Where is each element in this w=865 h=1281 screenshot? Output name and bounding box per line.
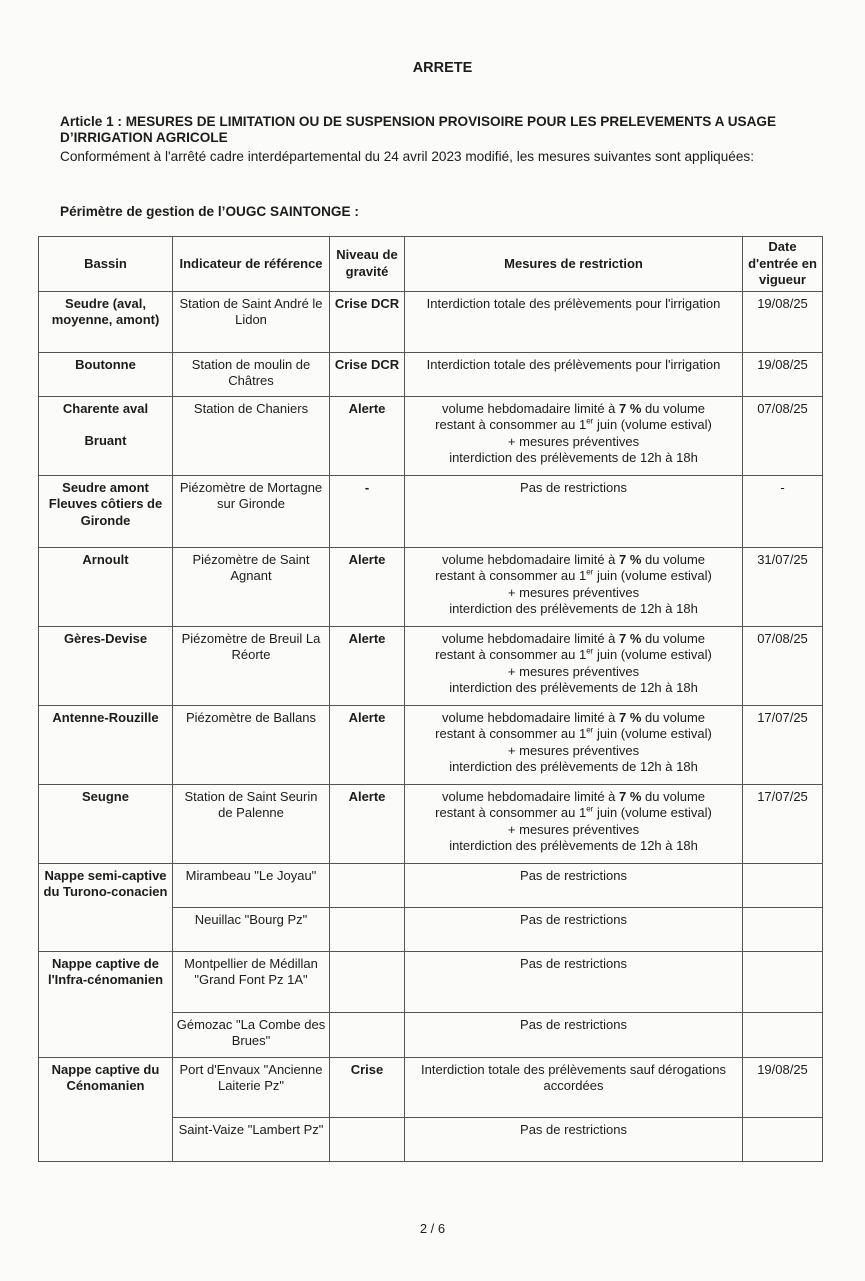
cell-mesures [405,547,743,626]
cell-niveau [330,863,405,907]
mesure-percent: 7 % [619,400,642,416]
cell-bassin: Nappe captive de l'Infra-cénomanien [39,951,173,1057]
mesure-sup: er [586,646,594,656]
mesure-text: volume hebdomadaire limité à [441,788,620,804]
mesure-text: interdiction des prélèvements de 12h à 18h [449,601,698,616]
cell-indicateur: Gémozac "La Combe des Brues" [173,1012,330,1057]
cell-indicateur: Saint-Vaize "Lambert Pz" [173,1117,330,1161]
page-title: ARRETE [412,60,473,76]
table-row [39,626,823,705]
cell-date: 31/07/25 [743,547,823,626]
mesure-text: interdiction des prélèvements de 12h à 18h [449,838,698,853]
cell-mesures: Pas de restrictions [405,475,743,547]
mesure-text: juin (volume estival) [593,726,712,741]
cell-date [743,951,823,1012]
cell-indicateur: Neuillac "Bourg Pz" [173,907,330,951]
table-row [39,863,823,907]
cell-date: 17/07/25 [743,784,823,863]
cell-indicateur: Piézomètre de Mortagne sur Gironde [173,475,330,547]
table-row [39,547,823,626]
cell-indicateur: Station de Saint André le Lidon [173,291,330,352]
mesure-sup: er [586,416,594,426]
mesure-sup: er [586,567,594,577]
cell-indicateur: Station de moulin de Châtres [173,352,330,396]
cell-bassin [39,396,173,475]
cell-bassin: Boutonne [39,352,173,396]
mesure-text: du volume [641,400,706,416]
article-heading: Article 1 : MESURES DE LIMITATION OU DE SUSPENSION PROVISOIRE POUR LES PRELEVEMENTS A USAGE D’IRRIGATION AGRICOLE [60,114,777,145]
mesure-sup: er [586,725,594,735]
mesure-text: interdiction des prélèvements de 12h à 18h [449,450,698,465]
table-row [39,1057,823,1117]
cell-niveau: Alerte [330,396,405,475]
cell-mesures [405,705,743,784]
table-row [39,291,823,352]
cell-date: 07/08/25 [743,626,823,705]
cell-niveau [330,907,405,951]
cell-date: 19/08/25 [743,291,823,352]
header-niveau: Niveau de gravité [330,237,405,292]
mesure-percent: 7 % [619,551,642,567]
cell-mesures: Pas de restrictions [405,907,743,951]
cell-mesures: Pas de restrictions [405,1117,743,1161]
cell-date [743,1012,823,1057]
mesure-text: juin (volume estival) [593,805,712,820]
cell-niveau: Alerte [330,547,405,626]
mesure-text: volume hebdomadaire limité à [441,551,620,567]
table-row [39,705,823,784]
table-row [39,475,823,547]
cell-date: 07/08/25 [743,396,823,475]
article-text: Conformément à l'arrêté cadre interdépartemental du 24 avril 2023 modifié, les mesures suivantes sont appliquées: [60,149,754,164]
cell-mesures: Interdiction totale des prélèvements pour l'irrigation [405,291,743,352]
cell-mesures: Pas de restrictions [405,1012,743,1057]
cell-bassin: Seudre amont Fleuves côtiers de Gironde [39,475,173,547]
mesure-text: + mesures préventives [507,584,640,600]
cell-mesures: Interdiction totale des prélèvements sauf dérogations accordées [405,1057,743,1117]
cell-date: - [743,475,823,547]
mesure-text: restant à consommer au 1 [435,568,587,583]
mesure-text: + mesures préventives [507,433,640,449]
cell-date [743,1117,823,1161]
mesure-text: restant à consommer au 1 [435,647,587,662]
table-row [39,784,823,863]
mesure-text: restant à consommer au 1 [435,726,587,741]
mesure-percent: 7 % [619,709,642,725]
cell-date [743,863,823,907]
cell-bassin: Arnoult [39,547,173,626]
restrictions-table [38,236,823,1162]
mesure-percent: 7 % [619,788,642,804]
cell-mesures: Pas de restrictions [405,863,743,907]
cell-indicateur: Montpellier de Médillan "Grand Font Pz 1A" [173,951,330,1012]
mesure-text: volume hebdomadaire limité à [441,400,620,416]
header-bassin: Bassin [39,237,173,292]
mesure-percent: 7 % [619,630,642,646]
cell-date [743,907,823,951]
mesure-text: + mesures préventives [507,663,640,679]
mesure-sup: er [586,804,594,814]
mesure-text: du volume [641,709,706,725]
cell-indicateur: Piézomètre de Ballans [173,705,330,784]
cell-mesures [405,626,743,705]
cell-niveau: Crise DCR [330,352,405,396]
mesure-text: + mesures préventives [507,821,640,837]
cell-indicateur: Mirambeau "Le Joyau" [173,863,330,907]
cell-bassin: Seugne [39,784,173,863]
mesure-text: juin (volume estival) [593,417,712,432]
mesure-text: restant à consommer au 1 [435,417,587,432]
cell-indicateur: Station de Saint Seurin de Palenne [173,784,330,863]
cell-niveau: Alerte [330,784,405,863]
cell-bassin: Nappe captive du Cénomanien [39,1057,173,1161]
cell-bassin: Seudre (aval, moyenne, amont) [39,291,173,352]
cell-niveau: - [330,475,405,547]
cell-mesures [405,396,743,475]
mesure-text: juin (volume estival) [593,568,712,583]
cell-mesures: Interdiction totale des prélèvements pour l'irrigation [405,352,743,396]
mesure-text: du volume [641,630,706,646]
cell-bassin: Antenne-Rouzille [39,705,173,784]
cell-niveau: Alerte [330,705,405,784]
page-number: 2 / 6 [419,1221,446,1236]
header-mesures: Mesures de restriction [405,237,743,292]
cell-niveau [330,951,405,1012]
table-row [39,951,823,1012]
mesure-text: du volume [641,551,706,567]
cell-bassin: Nappe semi-captive du Turono-conacien [39,863,173,951]
table-row [39,396,823,475]
mesure-text: volume hebdomadaire limité à [441,709,620,725]
cell-date: 19/08/25 [743,352,823,396]
header-indicateur: Indicateur de référence [173,237,330,292]
cell-mesures [405,784,743,863]
table-row [39,352,823,396]
mesure-text: volume hebdomadaire limité à [441,630,620,646]
cell-date: 19/08/25 [743,1057,823,1117]
cell-date: 17/07/25 [743,705,823,784]
cell-indicateur: Station de Chaniers [173,396,330,475]
bassin-line: Charente aval [62,400,149,416]
mesure-text: interdiction des prélèvements de 12h à 18h [449,680,698,695]
cell-bassin: Gères-Devise [39,626,173,705]
perimeter-heading: Périmètre de gestion de l’OUGC SAINTONGE : [60,204,359,219]
cell-mesures: Pas de restrictions [405,951,743,1012]
cell-niveau: Crise [330,1057,405,1117]
mesure-text: du volume [641,788,706,804]
mesure-text: juin (volume estival) [593,647,712,662]
cell-niveau: Crise DCR [330,291,405,352]
cell-niveau: Alerte [330,626,405,705]
cell-indicateur: Piézomètre de Breuil La Réorte [173,626,330,705]
cell-indicateur: Port d'Envaux "Ancienne Laiterie Pz" [173,1057,330,1117]
mesure-text: restant à consommer au 1 [435,805,587,820]
header-date: Date d'entrée en vigueur [743,237,823,292]
cell-niveau [330,1117,405,1161]
mesure-text: interdiction des prélèvements de 12h à 18h [449,759,698,774]
bassin-line: Bruant [84,433,127,448]
cell-indicateur: Piézomètre de Saint Agnant [173,547,330,626]
table-header-row [39,237,823,292]
cell-niveau [330,1012,405,1057]
mesure-text: + mesures préventives [507,742,640,758]
